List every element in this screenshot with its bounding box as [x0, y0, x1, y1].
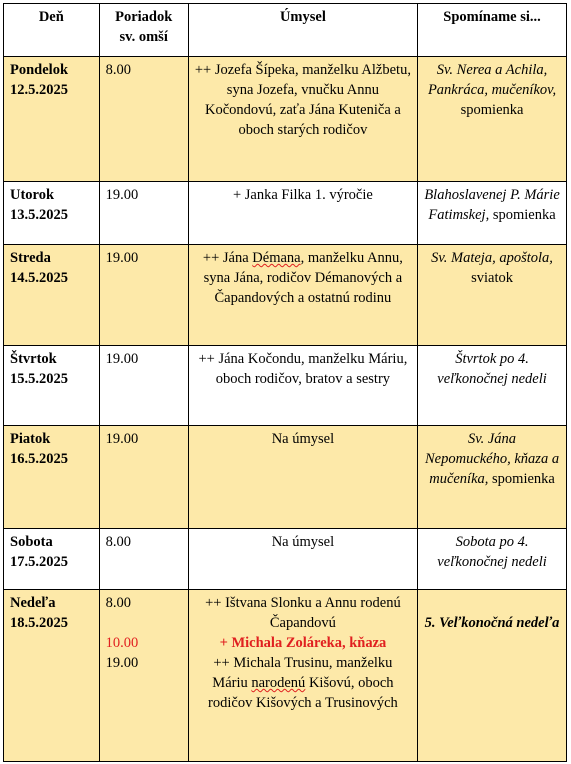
intention-text-part: Kišovú, oboch rodičov Kišových a Trusinových	[208, 675, 398, 711]
intention-text-highlighted: + Michala Zoláreka, kňaza	[219, 635, 387, 651]
remember-cell	[418, 426, 567, 529]
mass-time: 19.00	[105, 250, 139, 266]
intention-cell: + Janka Filka 1. výročie	[188, 182, 417, 245]
day-date: 18.5.2025	[10, 615, 68, 631]
header-row	[4, 4, 567, 57]
remember-italic: Sv. Nerea a Achila, Pankráca, mučeníkov,	[427, 62, 557, 98]
time-cell	[99, 426, 188, 529]
day-name: Nedeľa	[10, 595, 56, 611]
day-date: 15.5.2025	[10, 371, 68, 387]
header-order-line-2: sv. omší	[119, 29, 168, 45]
mass-time: 19.00	[105, 431, 139, 447]
day-date: 17.5.2025	[10, 554, 68, 570]
remember-cell	[418, 590, 567, 762]
remember-italic: Sv. Jána Nepomuckého, kňaza a mučeníka,	[424, 431, 560, 487]
mass-time: 19.00	[105, 655, 139, 671]
remember-normal: spomienka	[492, 471, 555, 487]
intention-text: ++ Ištvana Slonku a Annu rodenú Čapandovú	[205, 595, 401, 631]
day-date: 13.5.2025	[10, 207, 68, 223]
intention-cell: ++ Jozefa Šípeka, manželku Alžbetu, syna Jozefa, vnučku Annu Kočondovú, zaťa Jána Kuteniča a oboch starých rodičov	[188, 57, 417, 182]
intention-cell: Na úmysel	[188, 529, 417, 590]
time-cell	[99, 245, 188, 346]
remember-cell	[418, 529, 567, 590]
mass-time-highlighted: 10.00	[105, 635, 139, 651]
remember-italic: Štvrtok po 4. veľkonočnej nedeli	[437, 351, 547, 387]
remember-italic: Sv. Mateja, apoštola,	[431, 250, 553, 266]
mass-time: 19.00	[105, 351, 139, 367]
day-name: Sobota	[10, 534, 53, 550]
table-row	[4, 245, 567, 346]
day-cell	[4, 346, 100, 426]
table-row	[4, 590, 567, 762]
day-name: Piatok	[10, 431, 51, 447]
day-name: Štvrtok	[10, 351, 57, 367]
day-name: Utorok	[10, 187, 55, 203]
intention-cell: ++ Jána Kočondu, manželku Máriu, oboch rodičov, bratov a sestry	[188, 346, 417, 426]
intention-text-post: , manželku Annu, syna Jána, rodičov Démanových a Čapandových a ostatnú rodinu	[203, 250, 403, 306]
table-row	[4, 529, 567, 590]
day-name: Streda	[10, 250, 51, 266]
remember-cell	[418, 245, 567, 346]
intention-cell	[188, 590, 417, 762]
remember-italic: Sobota po 4. veľkonočnej nedeli	[437, 534, 547, 570]
mass-time: 8.00	[105, 534, 132, 550]
intention-text-part: ++ Michala Trusinu, manželku Máriu	[212, 655, 393, 691]
remember-normal: sviatok	[471, 270, 513, 286]
time-cell	[99, 346, 188, 426]
mass-schedule-table	[3, 3, 567, 762]
time-cell	[99, 57, 188, 182]
day-cell	[4, 57, 100, 182]
remember-bold-italic: 5. Veľkonočná nedeľa	[424, 615, 560, 631]
header-order	[99, 4, 188, 57]
remember-normal: spomienka	[460, 102, 524, 118]
day-cell	[4, 426, 100, 529]
time-cell	[99, 529, 188, 590]
table-row	[4, 182, 567, 245]
day-date: 14.5.2025	[10, 270, 68, 286]
remember-normal: spomienka	[492, 207, 556, 223]
mass-time: 8.00	[105, 62, 132, 78]
table-row	[4, 57, 567, 182]
header-remember: Spomíname si...	[418, 4, 567, 57]
intention-text-pre: ++ Jána	[202, 250, 253, 266]
remember-cell	[418, 57, 567, 182]
day-name: Pondelok	[10, 62, 69, 78]
remember-italic: Blahoslavenej P. Márie Fatimskej,	[424, 187, 560, 223]
day-date: 16.5.2025	[10, 451, 68, 467]
time-cell	[99, 182, 188, 245]
intention-cell	[188, 245, 417, 346]
mass-time: 8.00	[105, 595, 132, 611]
remember-cell	[418, 182, 567, 245]
time-cell	[99, 590, 188, 762]
table-row	[4, 346, 567, 426]
intention-text-spellcheck: narodenú	[251, 675, 306, 691]
header-intention: Úmysel	[188, 4, 417, 57]
table-row	[4, 426, 567, 529]
intention-text-spellcheck: Démana	[252, 250, 301, 266]
remember-cell	[418, 346, 567, 426]
day-cell	[4, 182, 100, 245]
day-date: 12.5.2025	[10, 82, 68, 98]
day-cell	[4, 245, 100, 346]
header-day: Deň	[4, 4, 100, 57]
intention-cell: Na úmysel	[188, 426, 417, 529]
day-cell	[4, 529, 100, 590]
day-cell	[4, 590, 100, 762]
mass-time: 19.00	[105, 187, 139, 203]
intention-text	[195, 653, 411, 713]
header-order-line-1: Poriadok	[115, 9, 173, 25]
